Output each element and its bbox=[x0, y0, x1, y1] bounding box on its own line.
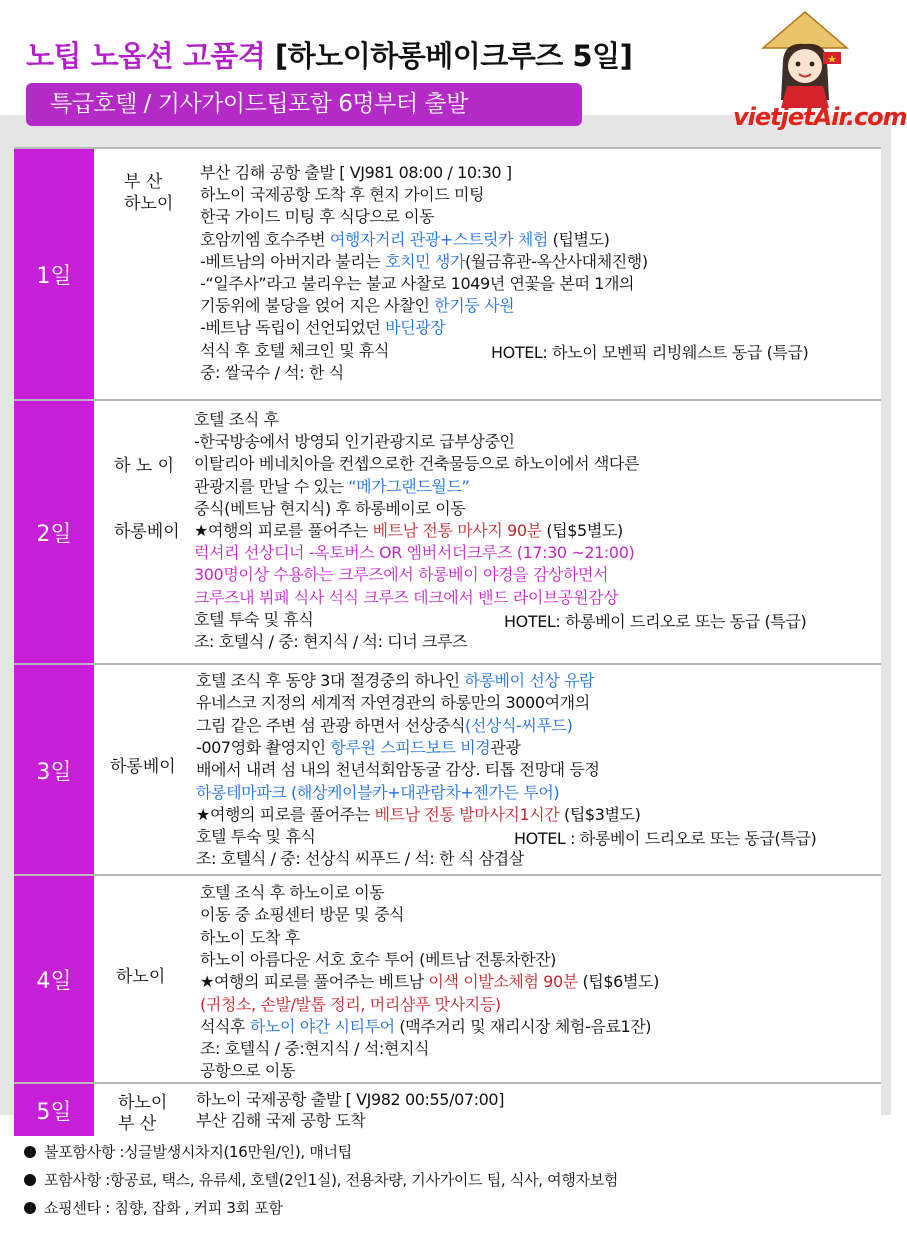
itinerary-line bbox=[200, 971, 659, 993]
note-text: 포함사항 :항공료, 택스, 유류세, 호텔(2인1실), 전용차량, 기사가이드 팁, 식사, 여행자보험 bbox=[44, 1171, 619, 1189]
line-segment: 호텔 투숙 및 휴식 bbox=[196, 827, 316, 847]
itinerary-line bbox=[200, 362, 344, 384]
title-product: [하노이하롱베이크루즈 5일] bbox=[274, 39, 633, 73]
itinerary-line bbox=[196, 737, 520, 759]
logo-text-air: Air.com bbox=[813, 103, 907, 131]
itinerary-line bbox=[200, 949, 556, 971]
hotel-info: HOTEL : 하롱베이 드리오로 또는 동급(특급) bbox=[514, 829, 817, 849]
itinerary-line bbox=[200, 1038, 429, 1060]
note-item bbox=[24, 1141, 618, 1169]
day-label: 2일 bbox=[14, 401, 94, 664]
line-segment: 호암끼엠 호수주변 bbox=[200, 229, 330, 249]
day-label: 4일 bbox=[14, 876, 94, 1083]
itinerary-line bbox=[196, 1089, 504, 1111]
bullet-icon bbox=[24, 1146, 36, 1158]
day-label: 1일 bbox=[14, 149, 94, 400]
line-segment: (팁$3별도) bbox=[559, 804, 641, 824]
place-label: 하 노 이 bbox=[114, 456, 175, 476]
line-segment: 부산 김해 공항 출발 [ VJ981 08:00 / 10:30 ] bbox=[200, 163, 512, 182]
itinerary-line bbox=[194, 453, 639, 475]
day-content bbox=[94, 876, 881, 1083]
itinerary-line bbox=[200, 882, 384, 904]
place-label: 하롱베이 bbox=[110, 757, 176, 777]
line-segment: 럭셔리 선상디너 -옥토버스 OR 엠버서더크루즈 (17:30 ~21:00) bbox=[194, 543, 635, 563]
itinerary-line bbox=[194, 409, 279, 431]
line-segment: -한국방송에서 방영되 인기관광지로 급부상중인 bbox=[194, 432, 515, 452]
place-label: 하노이 bbox=[118, 1093, 168, 1113]
day-row bbox=[14, 399, 881, 664]
day-label: 5일 bbox=[14, 1084, 94, 1136]
line-segment: 하노이 도착 후 bbox=[200, 927, 300, 947]
itinerary-line bbox=[196, 848, 524, 870]
itinerary-line bbox=[200, 162, 512, 184]
line-segment: 하노이 국제공항 도착 후 현지 가이드 미팅 bbox=[200, 185, 485, 205]
itinerary-line bbox=[196, 1110, 365, 1132]
day-content bbox=[94, 401, 881, 664]
line-segment: 기둥위에 불당을 얹어 지은 사찰인 bbox=[200, 296, 435, 316]
itinerary-line bbox=[200, 1060, 295, 1082]
itinerary-line bbox=[194, 631, 467, 653]
itinerary-line bbox=[194, 498, 465, 520]
itinerary-line bbox=[196, 670, 594, 692]
itinerary-line bbox=[196, 804, 640, 826]
day-row bbox=[14, 874, 881, 1083]
bullet-icon bbox=[24, 1202, 36, 1214]
line-segment: 한기둥 사원 bbox=[434, 296, 515, 316]
itinerary-line bbox=[194, 564, 608, 586]
line-segment: 부산 김해 국제 공항 도착 bbox=[196, 1111, 366, 1130]
note-text: 불포함사항 :싱글발생시차지(16만원/인), 매너팁 bbox=[44, 1143, 352, 1161]
line-segment: (팁별도) bbox=[547, 229, 610, 249]
itinerary-line bbox=[200, 317, 445, 339]
note-item bbox=[24, 1169, 618, 1197]
day-content bbox=[94, 1084, 881, 1136]
place-label: 하롱베이 bbox=[114, 522, 180, 542]
line-segment: (선상식-씨푸드) bbox=[465, 715, 573, 735]
line-segment: 맥주거리 및 재리시장 체험-음료1잔) bbox=[405, 1016, 652, 1036]
line-segment: 300명이상 수용하는 크루즈에서 하롱베이 야경을 감상하면서 bbox=[194, 565, 609, 585]
bullet-icon bbox=[24, 1174, 36, 1186]
line-segment: 베트남 전통 발마사지1시간 bbox=[374, 804, 560, 824]
line-segment: -“일주사”라고 불리우는 불교 사찰로 1049년 연꽃을 본떠 1개의 bbox=[200, 274, 635, 293]
line-segment: 호텔 조식 후 동양 3대 절경중의 하나인 bbox=[196, 671, 465, 690]
line-segment: 호텔 투숙 및 휴식 bbox=[194, 609, 314, 629]
line-segment: 호치민 생가 bbox=[385, 251, 466, 271]
title-highlight: 노팁 노옵션 고품격 bbox=[26, 39, 266, 73]
day-row bbox=[14, 147, 881, 400]
subtitle-banner: 특급호텔 / 기사가이드팁포함 6명부터 출발 bbox=[26, 83, 582, 126]
line-segment: 한국 가이드 미팅 후 식당으로 이동 bbox=[200, 207, 435, 227]
vietjet-logo bbox=[733, 103, 907, 131]
itinerary-line bbox=[200, 927, 300, 949]
itinerary-line bbox=[200, 295, 514, 317]
itinerary-line bbox=[196, 692, 590, 714]
line-segment: 바딘광장 bbox=[385, 318, 446, 338]
itinerary-line bbox=[194, 587, 618, 609]
line-segment: 하노이 아름다운 서호 호수 투어 (베트남 전통차한잔) bbox=[200, 949, 556, 969]
itinerary-line bbox=[200, 184, 484, 206]
place-label: 부 산 bbox=[118, 1114, 157, 1134]
line-segment: (월금휴관-옥산사대체진행) bbox=[465, 251, 648, 271]
line-segment: 공항으로 이동 bbox=[200, 1061, 296, 1081]
day-content bbox=[94, 665, 881, 875]
line-segment: 석식후 bbox=[200, 1016, 250, 1036]
line-segment: ★여행의 피로를 풀어주는 bbox=[196, 804, 375, 824]
line-segment: 조: 호텔식 / 중:현지식 / 석:현지식 bbox=[200, 1039, 430, 1059]
itinerary-line bbox=[200, 273, 634, 295]
logo-text-main: vietjet bbox=[733, 103, 814, 131]
line-segment: 유네스코 지정의 세계적 자연경관의 하롱만의 3000여개의 bbox=[196, 693, 590, 713]
itinerary-line bbox=[194, 609, 313, 631]
itinerary-line bbox=[200, 206, 434, 228]
line-segment: 이탈리아 베네치아을 컨셉으로한 건축물등으로 하노이에서 색다른 bbox=[194, 454, 639, 474]
itinerary-line bbox=[194, 542, 634, 564]
itinerary-line bbox=[196, 759, 600, 781]
line-segment: -007영화 촬영지인 bbox=[196, 737, 331, 757]
line-segment: (귀청소, 손발/발톱 정리, 머리샴푸 맛사지등) bbox=[200, 994, 501, 1014]
place-label: 하노이 bbox=[124, 194, 174, 214]
line-segment: 하롱테마파크 (해상케이블카+대관람차+젠가든 투어) bbox=[196, 782, 560, 802]
itinerary-line bbox=[196, 782, 559, 804]
day-content bbox=[94, 149, 881, 400]
itinerary-line bbox=[200, 340, 389, 362]
itinerary-line bbox=[194, 431, 515, 453]
itinerary-line bbox=[200, 1016, 651, 1038]
itinerary-line bbox=[196, 715, 572, 737]
line-segment: 이동 중 쇼핑센터 방문 및 중식 bbox=[200, 905, 405, 925]
itinerary-line bbox=[200, 994, 501, 1016]
note-item bbox=[24, 1197, 618, 1225]
hotel-info: HOTEL: 하노이 모벤픽 리빙웨스트 동급 (특급) bbox=[491, 342, 809, 362]
itinerary-line bbox=[200, 904, 404, 926]
line-segment: 중: 쌀국수 / 석: 한 식 bbox=[200, 362, 344, 382]
itinerary-line bbox=[200, 229, 609, 251]
day-row bbox=[14, 1082, 881, 1136]
line-segment: 베트남 전통 마사지 90분 bbox=[372, 521, 542, 540]
line-segment: 중식(베트남 현지식) 후 하롱베이로 이동 bbox=[194, 498, 466, 518]
line-segment: 그림 같은 주변 섬 관광 하면서 선상중식 bbox=[196, 715, 466, 735]
line-segment: -베트남의 아버지라 불리는 bbox=[200, 251, 386, 271]
note-text: 쇼핑센타 : 침향, 잡화 , 커피 3회 포함 bbox=[44, 1199, 283, 1217]
line-segment: 조: 호텔식 / 중: 현지식 / 석: 디너 크루즈 bbox=[194, 632, 468, 651]
line-segment: 크루즈내 뷔페 식사 석식 크루즈 데크에서 밴드 라이브공원감상 bbox=[194, 587, 619, 607]
page-title bbox=[26, 34, 632, 75]
place-label: 부 산 bbox=[124, 172, 163, 192]
line-segment: 배에서 내려 섬 내의 천년석회암동굴 감상. 티톱 전망대 등정 bbox=[196, 760, 600, 780]
line-segment: “메가그랜드월드” bbox=[348, 476, 470, 496]
line-segment: 관광 bbox=[490, 737, 521, 757]
itinerary-line bbox=[194, 520, 623, 542]
line-segment: 이색 이발소체험 90분 bbox=[428, 972, 578, 992]
place-label: 하노이 bbox=[116, 967, 166, 987]
itinerary-line bbox=[194, 476, 469, 498]
line-segment: 하노이 국제공항 출발 [ VJ982 00:55/07:00] bbox=[196, 1090, 505, 1109]
day-label: 3일 bbox=[14, 665, 94, 875]
itinerary-line bbox=[200, 251, 648, 273]
line-segment: 하노이 야간 시티투어 bbox=[249, 1016, 395, 1036]
hotel-info: HOTEL: 하롱베이 드리오로 또는 동급 (특급) bbox=[504, 611, 807, 631]
line-segment: (팁$6별도) bbox=[577, 972, 659, 992]
day-row bbox=[14, 663, 881, 875]
line-segment: 조: 호텔식 / 중: 선상식 씨푸드 / 석: 한 식 삼겹살 bbox=[196, 849, 524, 869]
line-segment: 호텔 조식 후 bbox=[194, 410, 279, 429]
line-segment: 여행자거리 관광+스트릿카 체험 bbox=[329, 229, 548, 249]
line-segment: ★여행의 피로를 풀어주는 베트남 bbox=[200, 972, 429, 992]
line-segment: 관광지를 만날 수 있는 bbox=[194, 476, 349, 496]
notes-list bbox=[24, 1141, 618, 1225]
line-segment: 석식 후 호텔 체크인 및 휴식 bbox=[200, 340, 390, 360]
itinerary-line bbox=[196, 826, 315, 848]
line-segment: 항루원 스피드보트 비경 bbox=[330, 737, 491, 757]
line-segment: ( bbox=[394, 1016, 406, 1036]
line-segment: 하롱베이 선상 유람 bbox=[464, 671, 595, 690]
line-segment: 호텔 조식 후 하노이로 이동 bbox=[200, 883, 385, 902]
line-segment: -베트남 독립이 선언되었던 bbox=[200, 318, 386, 338]
line-segment: (팁$5별도) bbox=[541, 521, 623, 540]
line-segment: ★여행의 피로를 풀어주는 bbox=[194, 521, 373, 540]
